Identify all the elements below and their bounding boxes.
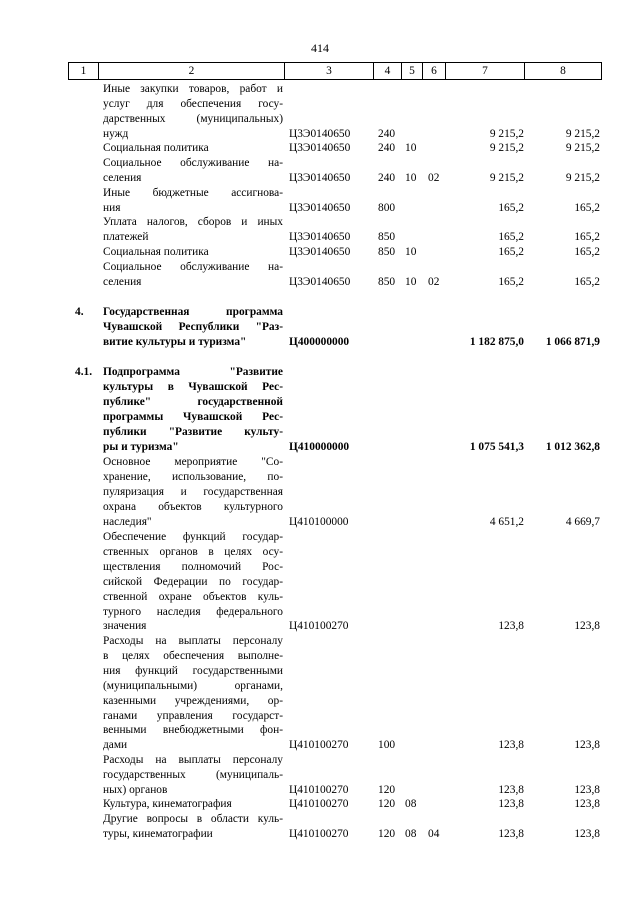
row-description bbox=[103, 245, 283, 260]
description-line: охрана объектов культурного bbox=[103, 500, 283, 513]
row-description bbox=[103, 215, 283, 245]
row-col-6: 02 bbox=[428, 171, 440, 184]
row-description bbox=[103, 141, 283, 156]
description-line: дарственных (муниципальных) bbox=[103, 112, 283, 125]
description-line: Подпрограмма "Развитие bbox=[103, 366, 283, 378]
row-description bbox=[103, 797, 283, 812]
row-value-2021: 165,2 bbox=[574, 275, 600, 288]
header-col-1: 1 bbox=[80, 65, 87, 77]
description-line: Социальное обслуживание на- bbox=[103, 261, 283, 273]
row-col-4: 120 bbox=[378, 827, 396, 840]
description-line: пуляризация и государственная bbox=[103, 485, 283, 498]
row-value-2020: 4 651,2 bbox=[489, 515, 524, 528]
row-code: Ц410100000 bbox=[289, 515, 349, 528]
header-col-3: 3 bbox=[284, 63, 373, 79]
row-code: Ц410100270 bbox=[289, 798, 349, 810]
row-col-5: 10 bbox=[405, 275, 417, 288]
row-value-2020: 123,8 bbox=[498, 620, 524, 633]
row-value-2020: 9 215,2 bbox=[489, 171, 524, 184]
row-code: Ц3Э0140650 bbox=[289, 127, 351, 140]
header-col-4: 4 bbox=[373, 63, 401, 79]
row-code: Ц3Э0140650 bbox=[289, 230, 351, 243]
header-col-7: 7 bbox=[445, 63, 524, 79]
description-line: селения bbox=[103, 171, 142, 184]
description-line: Социальная политика bbox=[103, 246, 209, 258]
description-line: ры и туризма" bbox=[103, 440, 179, 453]
description-line: сийской Федерации по государ- bbox=[103, 575, 283, 588]
description-line: турного наследия федерального bbox=[103, 605, 283, 618]
row-value-2020: 123,8 bbox=[498, 827, 524, 840]
description-line: Государственная программа bbox=[103, 306, 283, 318]
row-value-2021: 123,8 bbox=[574, 783, 600, 796]
row-value-2021: 165,2 bbox=[574, 201, 600, 214]
description-line: публике" государственной bbox=[103, 395, 283, 408]
description-line: значения bbox=[103, 620, 147, 633]
description-line: программы Чувашской Рес- bbox=[103, 410, 283, 423]
row-col-5: 10 bbox=[405, 171, 417, 184]
row-code: Ц3Э0140650 bbox=[289, 246, 351, 258]
description-line: Уплата налогов, сборов и иных bbox=[103, 216, 283, 228]
row-value-2021: 123,8 bbox=[574, 827, 600, 840]
row-col-4: 240 bbox=[378, 142, 396, 154]
description-line: туры, кинематографии bbox=[103, 827, 213, 840]
description-line: Расходы на выплаты персоналу bbox=[103, 635, 283, 647]
row-value-2021: 123,8 bbox=[574, 798, 600, 810]
row-description bbox=[103, 812, 283, 842]
row-value-2020: 123,8 bbox=[498, 783, 524, 796]
row-value-2020: 165,2 bbox=[498, 246, 524, 258]
description-line: ществления полномочий Рос- bbox=[103, 560, 283, 573]
row-col-4: 240 bbox=[378, 127, 396, 140]
row-description bbox=[103, 530, 283, 634]
row-value-2021: 165,2 bbox=[574, 230, 600, 243]
description-line: культуры в Чувашской Рес- bbox=[103, 380, 283, 393]
description-line: хранение, использование, по- bbox=[103, 470, 283, 483]
row-value-2021: 165,2 bbox=[574, 246, 600, 258]
row-description bbox=[103, 156, 283, 186]
row-col-4: 100 bbox=[378, 739, 396, 752]
row-value-2021: 9 215,2 bbox=[565, 127, 600, 140]
header-col-5: 5 bbox=[401, 63, 422, 79]
row-col-5: 08 bbox=[405, 827, 417, 840]
row-description bbox=[103, 82, 283, 142]
row-col-6: 04 bbox=[428, 827, 440, 840]
row-code: Ц3Э0140650 bbox=[289, 275, 351, 288]
row-value-2020: 123,8 bbox=[498, 798, 524, 810]
page-number: 414 bbox=[311, 41, 329, 55]
row-value-2021: 1 012 362,8 bbox=[545, 440, 600, 453]
description-line: Чувашской Республики "Раз- bbox=[103, 320, 283, 333]
row-code: Ц410000000 bbox=[289, 440, 350, 453]
row-value-2021: 123,8 bbox=[574, 739, 600, 752]
description-line: венными внебюджетными фон- bbox=[103, 724, 283, 737]
description-line: Другие вопросы в области куль- bbox=[103, 813, 283, 825]
description-line: ганами управления государст- bbox=[103, 709, 283, 722]
row-col-4: 800 bbox=[378, 201, 396, 214]
row-value-2020: 165,2 bbox=[498, 201, 524, 214]
description-line: платежей bbox=[103, 230, 149, 243]
row-col-4: 850 bbox=[378, 275, 396, 288]
row-description bbox=[103, 753, 283, 798]
row-code: Ц410100270 bbox=[289, 827, 349, 840]
row-value-2020: 1 182 875,0 bbox=[469, 335, 524, 348]
description-line: ственной охране объектов куль- bbox=[103, 590, 283, 603]
description-line: ния bbox=[103, 201, 121, 214]
description-line: услуг для обеспечения госу- bbox=[103, 97, 283, 110]
description-line: Иные бюджетные ассигнова- bbox=[103, 187, 283, 199]
row-col-4: 850 bbox=[378, 246, 396, 258]
description-line: селения bbox=[103, 275, 142, 288]
row-value-2021: 9 215,2 bbox=[565, 171, 600, 184]
row-col-5: 10 bbox=[405, 142, 417, 154]
row-description bbox=[103, 305, 283, 350]
row-value-2021: 9 215,2 bbox=[565, 142, 600, 154]
row-code: Ц3Э0140650 bbox=[289, 142, 351, 154]
row-value-2020: 165,2 bbox=[498, 275, 524, 288]
description-line: публики "Развитие культу- bbox=[103, 425, 283, 438]
description-line: Расходы на выплаты персоналу bbox=[103, 754, 283, 766]
description-line: Социальная политика bbox=[103, 142, 209, 154]
row-col-4: 240 bbox=[378, 171, 396, 184]
row-col-4: 120 bbox=[378, 783, 396, 796]
row-value-2020: 123,8 bbox=[498, 739, 524, 752]
row-value-2021: 1 066 871,9 bbox=[545, 335, 600, 348]
description-line: дами bbox=[103, 739, 128, 752]
description-line: витие культуры и туризма" bbox=[103, 335, 247, 348]
description-line: Иные закупки товаров, работ и bbox=[103, 83, 283, 95]
row-value-2020: 9 215,2 bbox=[489, 127, 524, 140]
row-value-2020: 165,2 bbox=[498, 230, 524, 243]
row-value-2020: 9 215,2 bbox=[489, 142, 524, 154]
row-description bbox=[103, 365, 283, 454]
row-col-5: 10 bbox=[405, 246, 417, 258]
description-line: Обеспечение функций государ- bbox=[103, 531, 283, 543]
header-col-2: 2 bbox=[98, 63, 284, 79]
row-code: Ц410100270 bbox=[289, 739, 349, 752]
row-number: 4. bbox=[75, 306, 84, 318]
row-code: Ц410100270 bbox=[289, 783, 349, 796]
row-description bbox=[103, 455, 283, 530]
description-line: в целях обеспечения выполне- bbox=[103, 649, 283, 662]
row-col-6: 02 bbox=[428, 275, 440, 288]
row-value-2020: 1 075 541,3 bbox=[469, 440, 524, 453]
description-line: наследия" bbox=[103, 515, 152, 528]
row-number: 4.1. bbox=[75, 366, 93, 378]
row-description bbox=[103, 634, 283, 753]
table-header bbox=[68, 62, 602, 80]
row-description bbox=[103, 260, 283, 290]
description-line: ния функций государственными bbox=[103, 664, 283, 677]
row-code: Ц410100270 bbox=[289, 620, 349, 633]
row-value-2021: 4 669,7 bbox=[565, 515, 600, 528]
description-line: казенными учреждениями, ор- bbox=[103, 694, 283, 707]
row-value-2021: 123,8 bbox=[574, 620, 600, 633]
row-code: Ц3Э0140650 bbox=[289, 171, 351, 184]
description-line: нужд bbox=[103, 127, 129, 140]
row-col-5: 08 bbox=[405, 798, 417, 810]
description-line: (муниципальными) органами, bbox=[103, 679, 283, 692]
description-line: Культура, кинематография bbox=[103, 798, 232, 810]
description-line: ных) органов bbox=[103, 783, 168, 796]
header-col-8: 8 bbox=[524, 63, 601, 79]
description-line: Основное мероприятие "Со- bbox=[103, 456, 283, 468]
row-description bbox=[103, 186, 283, 216]
header-col-6: 6 bbox=[422, 63, 445, 79]
row-col-4: 120 bbox=[378, 798, 396, 810]
row-code: Ц3Э0140650 bbox=[289, 201, 351, 214]
description-line: ственных органов в целях осу- bbox=[103, 545, 283, 558]
description-line: Социальное обслуживание на- bbox=[103, 157, 283, 169]
row-code: Ц400000000 bbox=[289, 335, 350, 348]
row-col-4: 850 bbox=[378, 230, 396, 243]
description-line: государственных (муниципаль- bbox=[103, 768, 283, 781]
